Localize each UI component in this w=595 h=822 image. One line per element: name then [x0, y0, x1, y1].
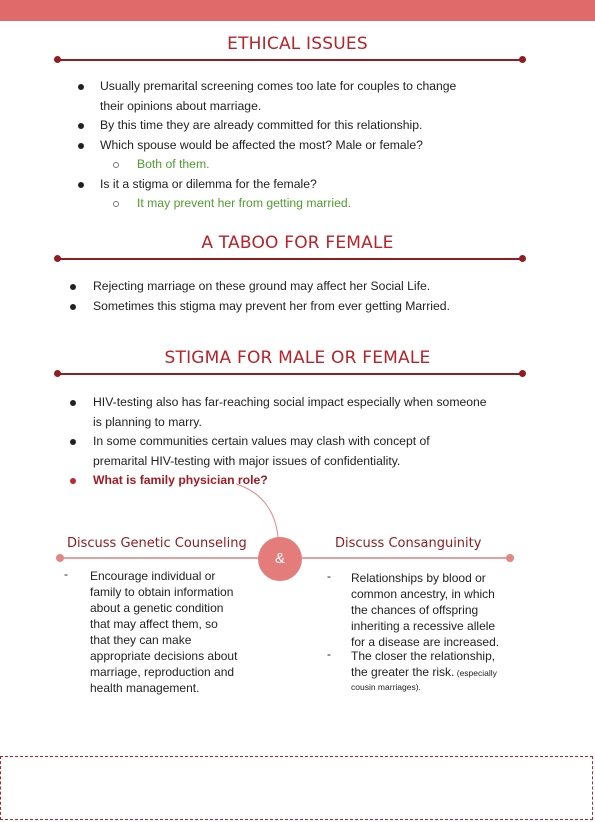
section-heading-stigma: STIGMA FOR MALE OR FEMALE [164, 348, 431, 368]
text-line: inheriting a recessive allele [351, 619, 496, 633]
text-line: about a genetic condition [90, 601, 224, 615]
text-line: Encourage individual or [90, 569, 216, 583]
small-note: cousin marriages). [351, 682, 421, 692]
text-line: for a disease are increased. [351, 635, 500, 649]
dashed-footer-box [0, 756, 593, 820]
consanguinity-risk [351, 648, 526, 693]
list-item-text: is planning to marry. [93, 414, 202, 429]
section-heading-taboo: A TABOO FOR FEMALE [201, 233, 394, 253]
text-line: the greater the risk. (especially [351, 665, 497, 679]
text-line: The closer the relationship, [351, 649, 496, 663]
list-item-text: In some communities certain values may clash with concept of [93, 434, 430, 448]
left-column-rule [60, 557, 260, 559]
consanguinity-definition [351, 570, 521, 650]
text-line: family to obtain information [90, 585, 234, 599]
right-column-rule [302, 557, 508, 559]
list-dash: - [64, 567, 68, 581]
ampersand-badge: & [258, 537, 302, 581]
text-line: that they can make [90, 633, 192, 647]
text-line: health management. [90, 681, 200, 695]
small-note: (especially [454, 668, 497, 678]
list-item-text: their opinions about marriage. [100, 98, 262, 113]
right-column-title: Discuss Consanguinity [335, 536, 482, 551]
text-line: common ancestry, in which [351, 587, 495, 601]
list-item-text: Both of them. [137, 157, 210, 171]
left-column-title: Discuss Genetic Counseling [67, 536, 247, 551]
section-heading-ethical-issues: ETHICAL ISSUES [227, 34, 368, 54]
list-item-text: By this time they are already committed for this relationship. [100, 118, 423, 132]
genetic-counseling-text [90, 568, 265, 696]
list-item-text: What is family physician role? [93, 473, 268, 487]
text-line: marriage, reproduction and [90, 665, 235, 679]
list-item-text: It may prevent her from getting married. [137, 196, 352, 210]
list-item-text: Usually premarital screening comes too late for couples to change [100, 79, 457, 93]
list-item-text: premarital HIV-testing with major issues of confidentiality. [93, 453, 401, 468]
list-dash: - [327, 647, 331, 661]
left-rule-dot [56, 554, 64, 562]
list-item-text: Rejecting marriage on these ground may affect her Social Life. [93, 279, 431, 293]
text-line: appropriate decisions about [90, 649, 238, 663]
right-rule-dot [506, 554, 514, 562]
list-dash: - [327, 569, 331, 583]
list-item-text: HIV-testing also has far-reaching social impact especially when someone [93, 395, 487, 409]
list-item-text: Sometimes this stigma may prevent her from ever getting Married. [93, 298, 450, 313]
list-item-text: Which spouse would be affected the most? Male or female? [100, 137, 423, 152]
text-line: that may affect them, so [90, 617, 218, 631]
list-item-text: Is it a stigma or dilemma for the female? [100, 176, 317, 191]
text-line: the chances of offspring [351, 603, 479, 617]
text-line: Relationships by blood or [351, 571, 486, 585]
